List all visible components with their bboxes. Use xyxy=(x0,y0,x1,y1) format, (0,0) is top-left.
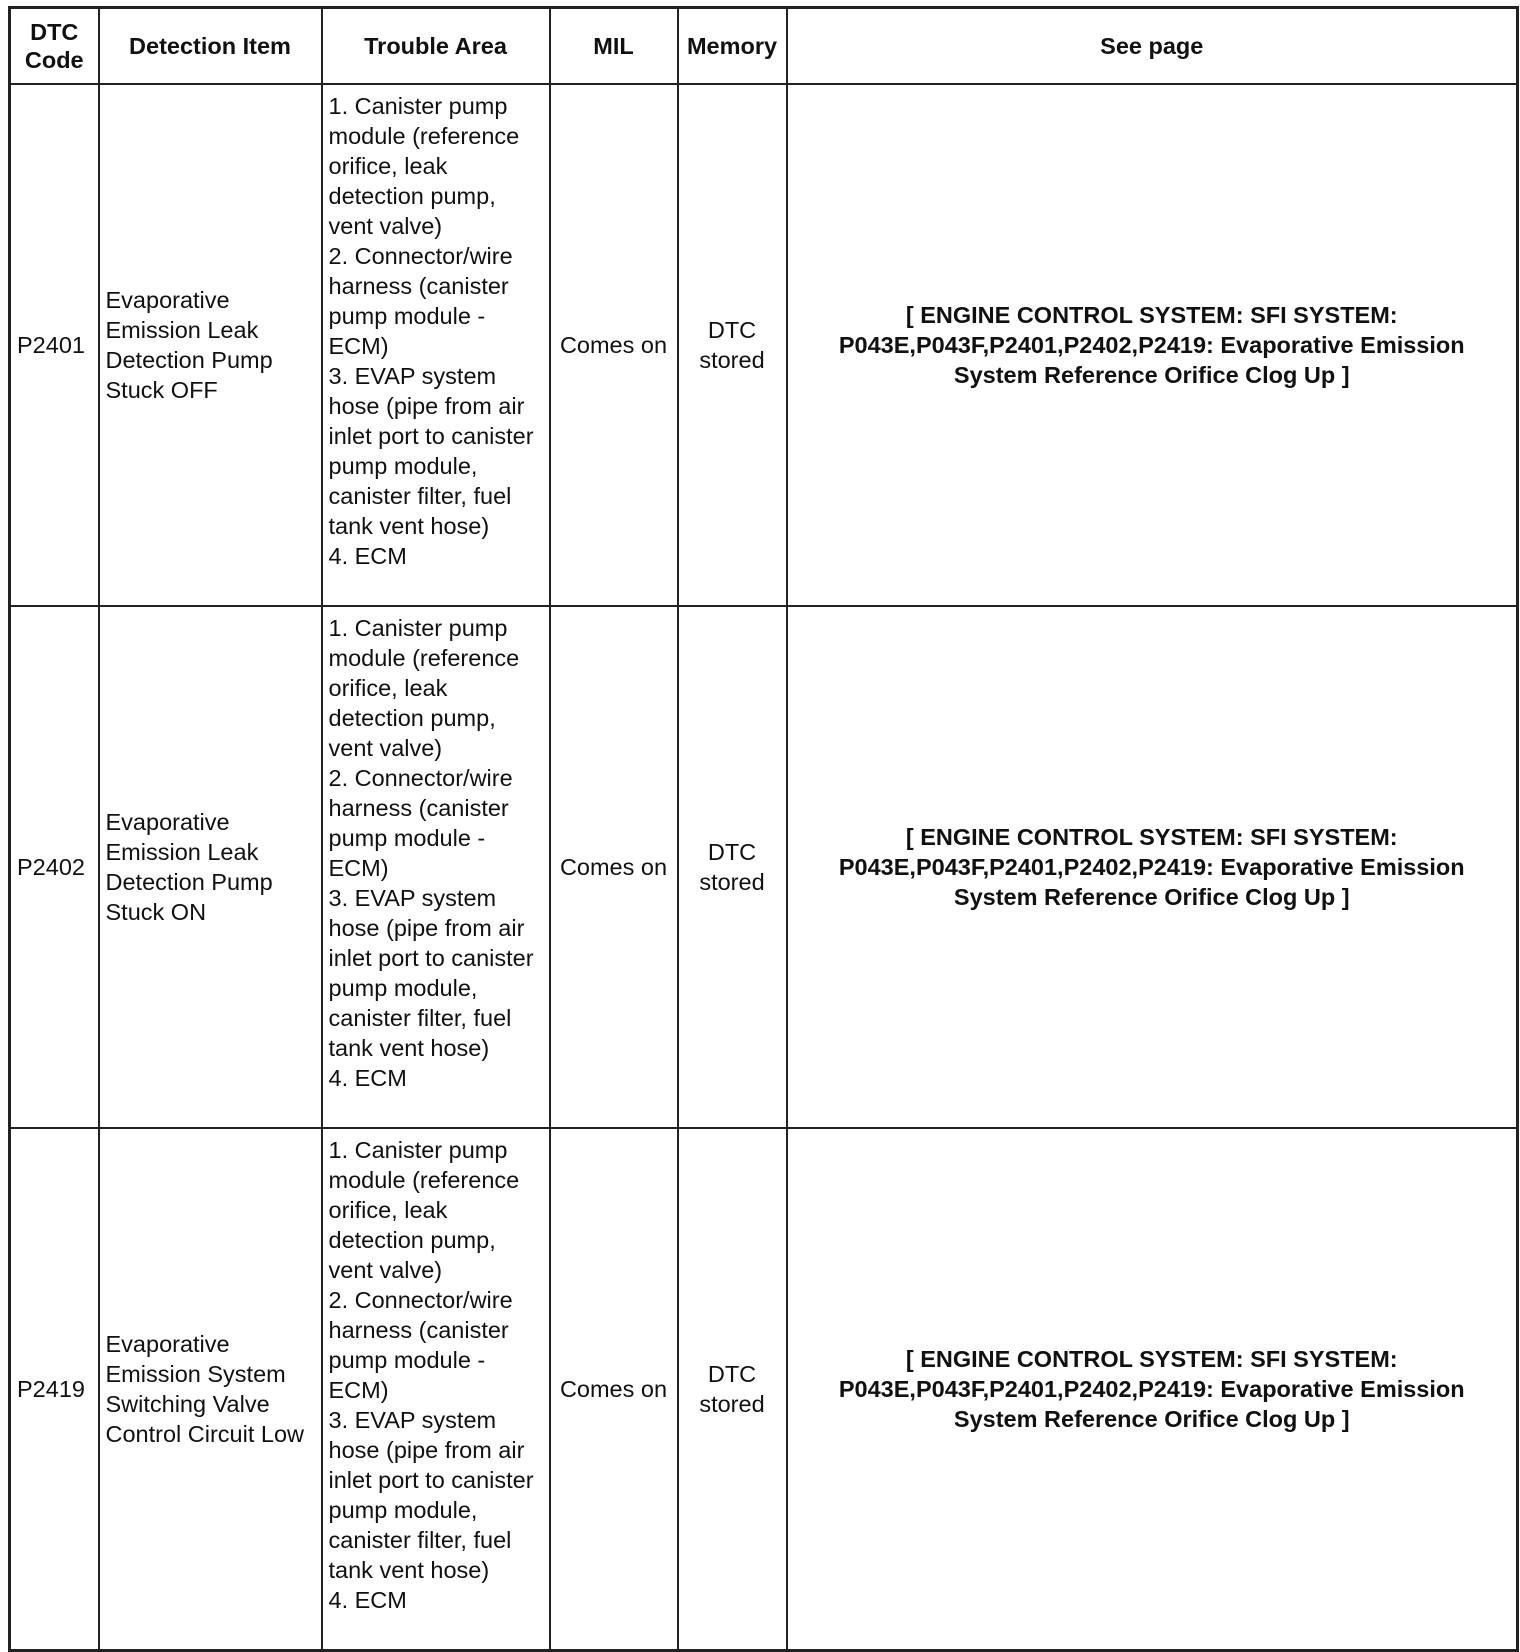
detection-item-cell: Evaporative Emission Leak Detection Pump Stuck ON xyxy=(99,606,322,1128)
header-trouble-area: Trouble Area xyxy=(322,8,550,85)
dtc-code-cell: P2402 xyxy=(10,606,99,1128)
trouble-area-line: 3. EVAP system hose (pipe from air inlet port to canister pump module, canister filter, fuel tank vent hose) xyxy=(328,885,534,1061)
header-memory: Memory xyxy=(678,8,787,85)
trouble-area-cell xyxy=(322,606,550,1128)
trouble-area-line: 1. Canister pump module (reference orifice, leak detection pump, vent valve) xyxy=(328,93,520,239)
header-see-page: See page xyxy=(787,8,1518,85)
trouble-area-cell xyxy=(322,1128,550,1650)
trouble-area-line: 3. EVAP system hose (pipe from air inlet port to canister pump module, canister filter, fuel tank vent hose) xyxy=(328,1407,534,1583)
detection-item-cell: Evaporative Emission Leak Detection Pump Stuck OFF xyxy=(99,84,322,606)
detection-item-cell: Evaporative Emission System Switching Valve Control Circuit Low xyxy=(99,1128,322,1650)
header-detection-item: Detection Item xyxy=(99,8,322,85)
mil-cell: Comes on xyxy=(550,606,678,1128)
dtc-table xyxy=(8,6,1519,1652)
table-row xyxy=(10,606,1518,1128)
memory-cell: DTC stored xyxy=(678,84,787,606)
header-mil: MIL xyxy=(550,8,678,85)
trouble-area-line: 4. ECM xyxy=(328,543,407,569)
trouble-area-line: 2. Connector/wire harness (canister pump module - ECM) xyxy=(328,1287,513,1403)
trouble-area-line: 1. Canister pump module (reference orifice, leak detection pump, vent valve) xyxy=(328,1137,520,1283)
mil-cell: Comes on xyxy=(550,1128,678,1650)
dtc-code-cell: P2401 xyxy=(10,84,99,606)
header-row xyxy=(10,8,1518,85)
trouble-area-line: 1. Canister pump module (reference orifice, leak detection pump, vent valve) xyxy=(328,615,520,761)
trouble-area-cell xyxy=(322,84,550,606)
see-page-cell: [ ENGINE CONTROL SYSTEM: SFI SYSTEM: P043E,P043F,P2401,P2402,P2419: Evaporative Emission System Reference Orifice Clog Up ] xyxy=(787,606,1518,1128)
mil-cell: Comes on xyxy=(550,84,678,606)
trouble-area-line: 2. Connector/wire harness (canister pump module - ECM) xyxy=(328,243,513,359)
see-page-cell: [ ENGINE CONTROL SYSTEM: SFI SYSTEM: P043E,P043F,P2401,P2402,P2419: Evaporative Emission System Reference Orifice Clog Up ] xyxy=(787,1128,1518,1650)
trouble-area-line: 2. Connector/wire harness (canister pump module - ECM) xyxy=(328,765,513,881)
trouble-area-line: 4. ECM xyxy=(328,1587,407,1613)
see-page-cell: [ ENGINE CONTROL SYSTEM: SFI SYSTEM: P043E,P043F,P2401,P2402,P2419: Evaporative Emission System Reference Orifice Clog Up ] xyxy=(787,84,1518,606)
header-dtc-code: DTC Code xyxy=(10,8,99,85)
dtc-code-cell: P2419 xyxy=(10,1128,99,1650)
memory-cell: DTC stored xyxy=(678,606,787,1128)
table-row xyxy=(10,84,1518,606)
table-row xyxy=(10,1128,1518,1650)
memory-cell: DTC stored xyxy=(678,1128,787,1650)
trouble-area-line: 3. EVAP system hose (pipe from air inlet port to canister pump module, canister filter, fuel tank vent hose) xyxy=(328,363,534,539)
trouble-area-line: 4. ECM xyxy=(328,1065,407,1091)
